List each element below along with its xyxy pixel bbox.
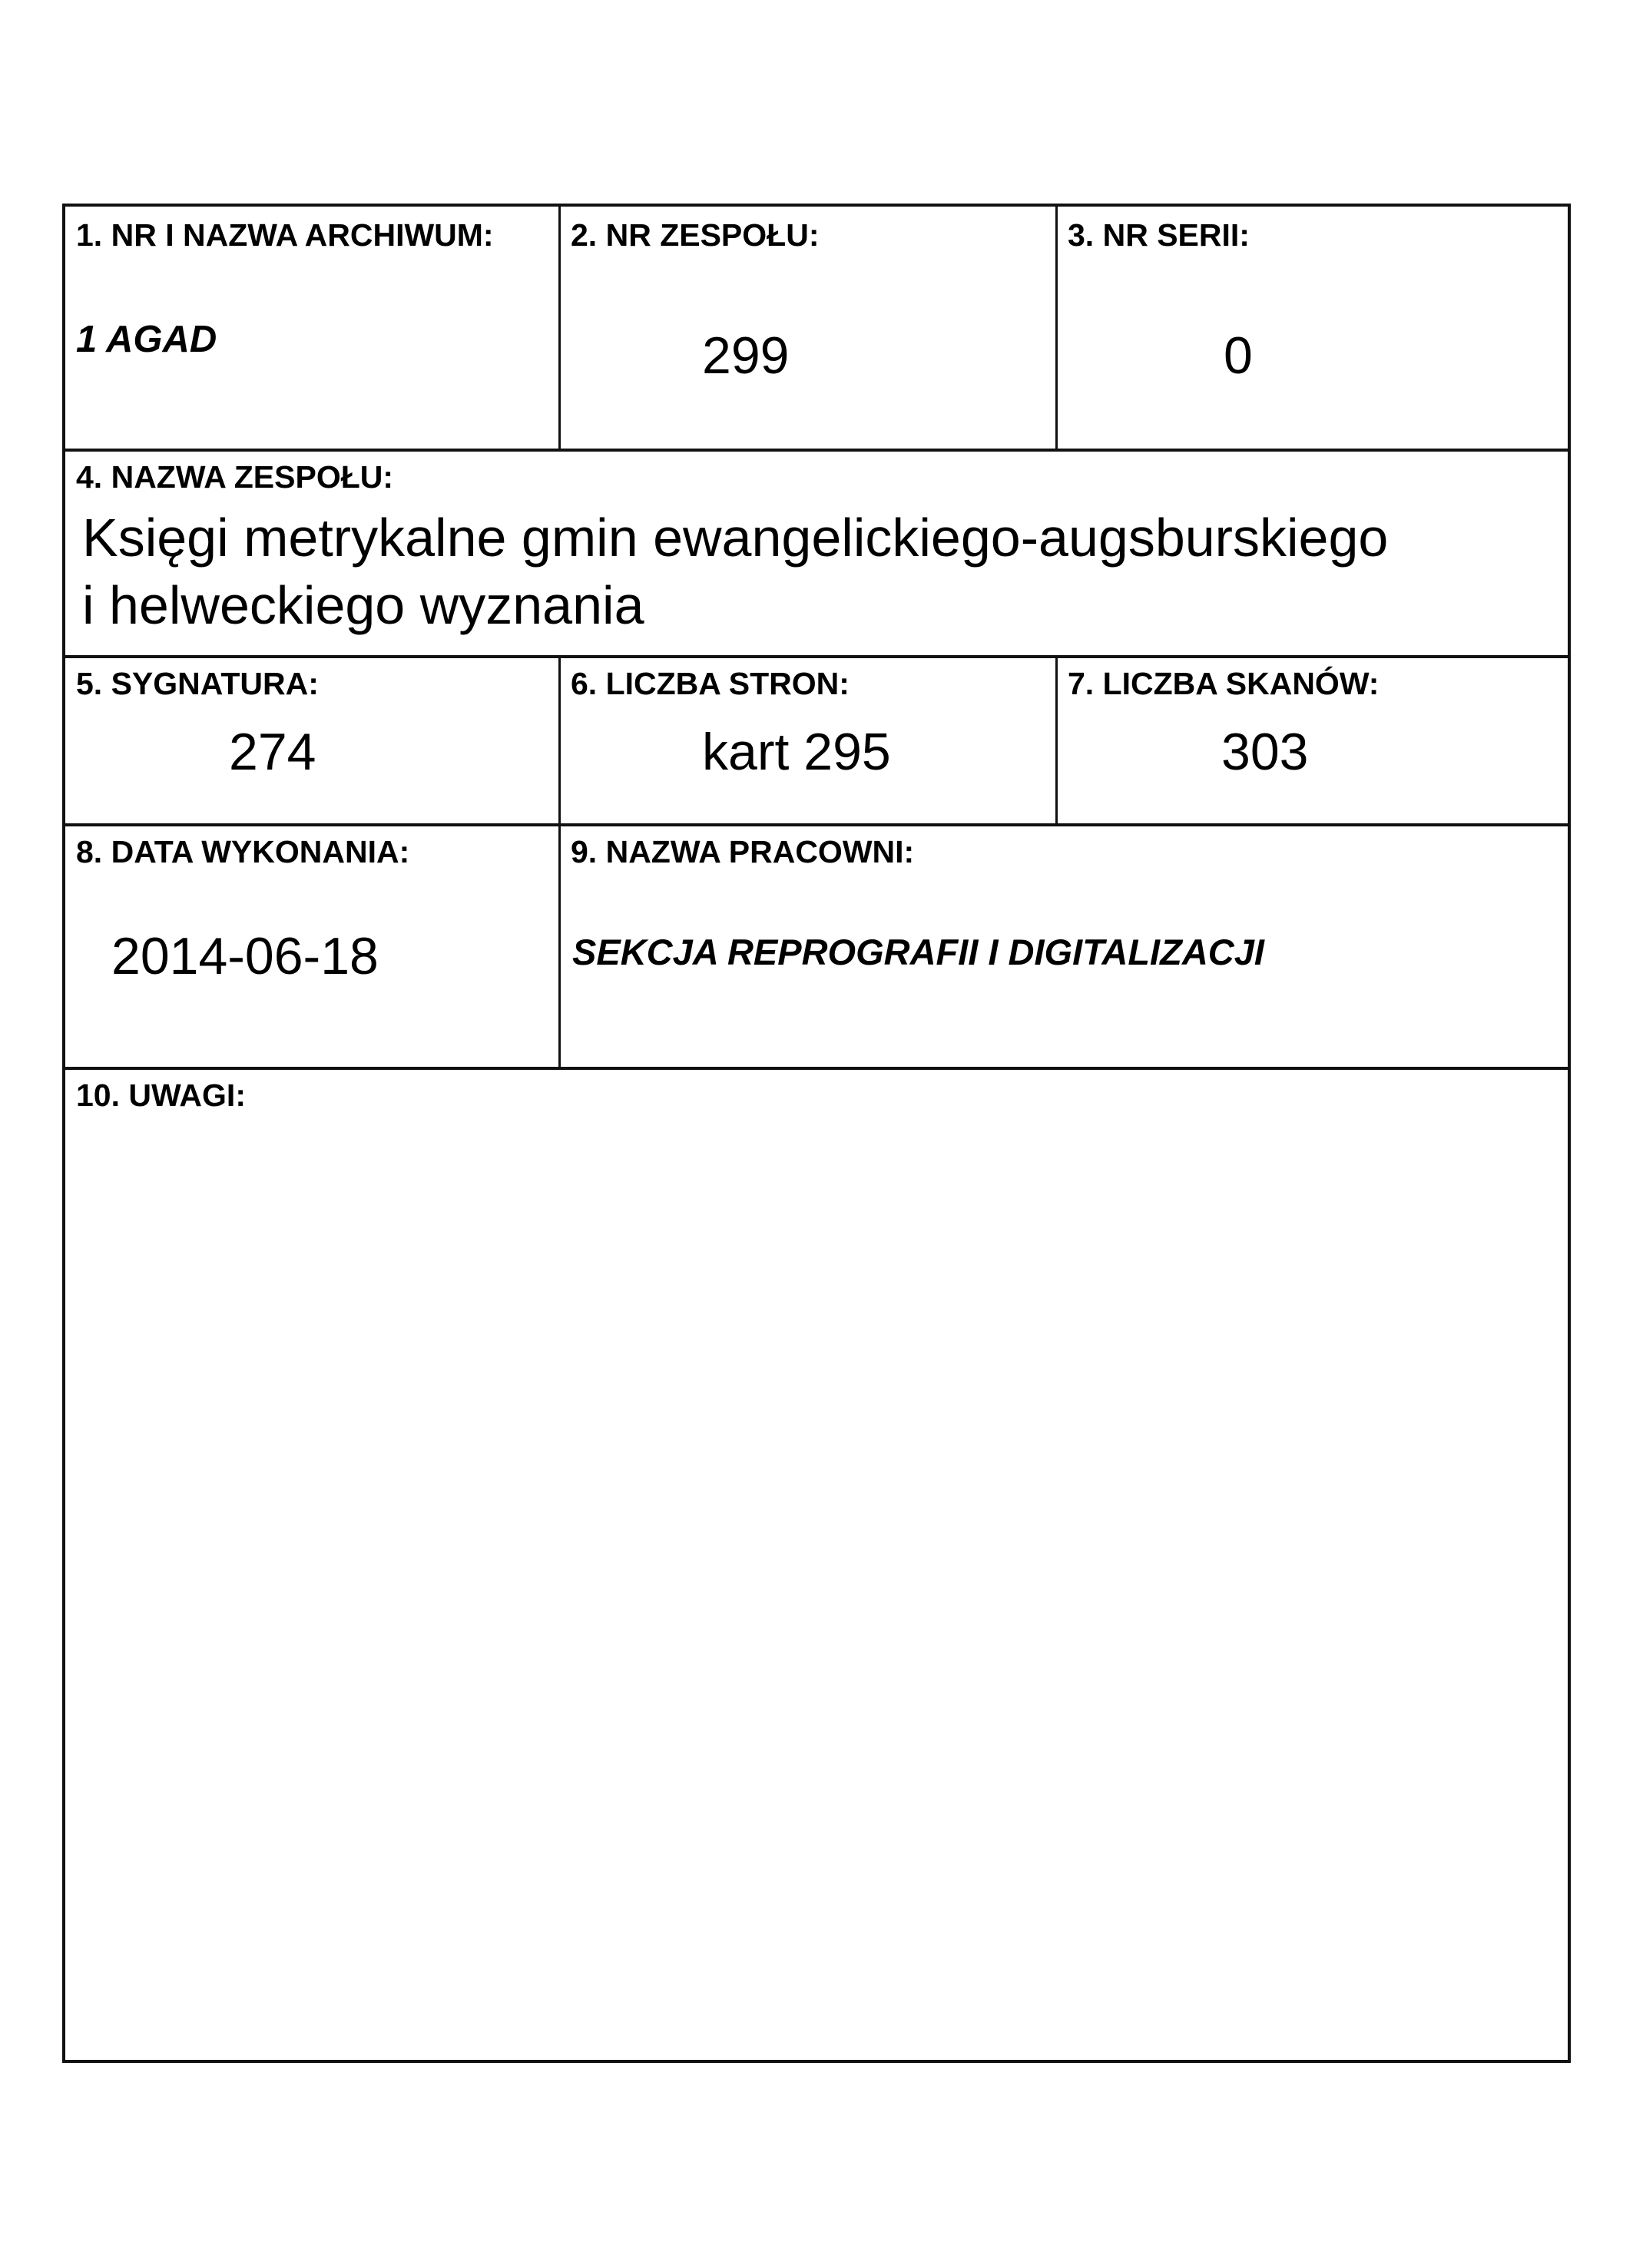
field-fonds-name-line-2: i helweckiego wyznania xyxy=(82,575,644,635)
field-signature-value: 274 xyxy=(229,723,316,781)
field-workshop-label: 9. NAZWA PRACOWNI: xyxy=(571,834,915,869)
field-workshop xyxy=(560,825,1571,1068)
field-workshop-value: SEKCJA REPROGRAFII I DIGITALIZACJI xyxy=(572,932,1264,972)
field-date xyxy=(65,825,560,1068)
field-archive-label: 1. NR I NAZWA ARCHIWUM: xyxy=(76,217,494,253)
metadata-form-sheet xyxy=(62,204,1571,2063)
field-page-count-value: kart 295 xyxy=(702,723,891,781)
field-archive-value: 1 AGAD xyxy=(76,319,217,360)
field-scan-count-label: 7. LICZBA SKANÓW: xyxy=(1068,666,1380,701)
field-page-count xyxy=(560,657,1057,825)
field-scan-count-value: 303 xyxy=(1221,723,1309,781)
field-fonds-name xyxy=(65,450,1571,657)
field-signature xyxy=(65,657,560,825)
field-series-number xyxy=(1057,207,1571,450)
field-fonds-name-line-1: Księgi metrykalne gmin ewangelickiego-augsburskiego xyxy=(82,508,1389,568)
field-scan-count xyxy=(1057,657,1571,825)
field-series-number-value: 0 xyxy=(1224,326,1253,385)
field-date-label: 8. DATA WYKONANIA: xyxy=(76,834,410,869)
field-date-value: 2014-06-18 xyxy=(111,927,379,985)
field-fonds-number xyxy=(560,207,1057,450)
field-fonds-name-value xyxy=(82,504,1388,639)
field-fonds-number-label: 2. NR ZESPOŁU: xyxy=(571,217,820,253)
field-fonds-name-label: 4. NAZWA ZESPOŁU: xyxy=(76,459,394,495)
field-page-count-label: 6. LICZBA STRON: xyxy=(571,666,850,701)
field-notes xyxy=(65,1068,1571,2063)
field-notes-label: 10. UWAGI: xyxy=(76,1078,246,1113)
field-fonds-number-value: 299 xyxy=(702,326,790,385)
field-signature-label: 5. SYGNATURA: xyxy=(76,666,319,701)
field-archive xyxy=(65,207,560,450)
field-series-number-label: 3. NR SERII: xyxy=(1068,217,1250,253)
